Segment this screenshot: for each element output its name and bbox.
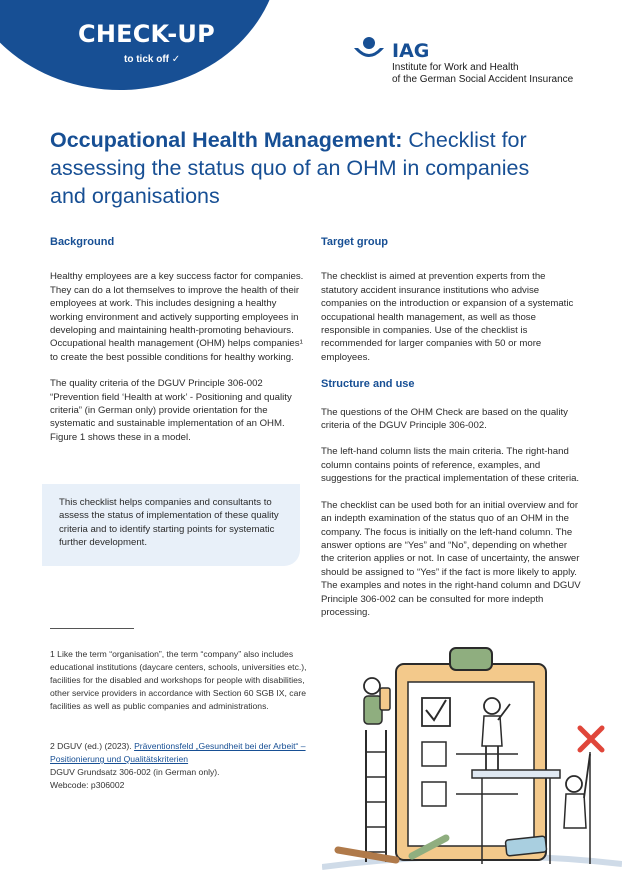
info-callout bbox=[42, 484, 300, 566]
logo-line-2: of the German Social Accident Insurance bbox=[392, 74, 574, 85]
background-paragraph-1: Healthy employees are a key success factor for companies. They can do a lot themselves to improve the health of their employees at work. This includes designing a healthy working environment and actively supporting employees in developing and maintaining health-promoting behaviours. Occupational health management (OHM) helps companies¹ to create the best possible conditions for healthy working. bbox=[50, 271, 304, 363]
target-group-paragraph: The checklist is aimed at prevention experts from the statutory accident insurance institutions who advise companies on the introduction or expansion of a systematic occupational health management, as well as those responsible in companies. Use of the checklist is recommended for larger companies with 50 or more employees. bbox=[321, 271, 574, 363]
background-paragraph-2: The quality criteria of the DGUV Principle 306-002 “Prevention field ‘Health at work’ - Positioning and quality criteria” (in German only) provide orientation for the systematic and sustainable implementation of an OHM. Figure 1 shows these in a model. bbox=[50, 378, 292, 443]
footnote-rule bbox=[50, 628, 134, 629]
page-title-rest: Checklist for assessing the status quo of an OHM in companies and organisations bbox=[50, 128, 530, 208]
page-title bbox=[50, 126, 570, 210]
clipboard-illustration bbox=[322, 642, 622, 882]
footnote-2-line-3: Webcode: p306002 bbox=[50, 780, 125, 790]
target-group-heading: Target group bbox=[321, 236, 389, 248]
structure-paragraph-2: The left-hand column lists the main criteria. The right-hand column contains points of reference, examples, and suggestions for the practical implementation of these criteria. bbox=[321, 446, 580, 485]
background-section bbox=[50, 236, 308, 457]
structure-heading: Structure and use bbox=[321, 378, 415, 391]
badge-subtitle: to tick off ✓ bbox=[124, 54, 181, 65]
page-title-bold: Occupational Health Management: bbox=[50, 128, 403, 152]
footnote-2 bbox=[50, 740, 312, 792]
structure-paragraph-3: The checklist can be used both for an initial overview and for an indepth examination of the status quo of an OHM in the company. The focus is initially on the left-hand column. The answer options are “Yes” and “No”, depending on whether the criterion applies or not. In case of uncertainty, the answer should be assigned to “Yes” if the fact is more likely to apply. The examples and notes in the right-hand column and DGUV Principle 306-002 can be consulted for more indepth processing. bbox=[321, 499, 581, 618]
cross-icon bbox=[580, 728, 602, 750]
footnote-1: 1 Like the term “organisation”, the term “company” also includes educational institutions (daycare centers, schools, universities etc.), facilities for the disabled and workshops for people with disabilities, other service providers in accordance with Section 60 SGB IX, care facilities as well as public companies and administrations. bbox=[50, 649, 307, 711]
iag-logo-icon bbox=[352, 36, 386, 66]
right-column bbox=[321, 236, 583, 632]
footnote-2-prefix: 2 DGUV (ed.) (2023). bbox=[50, 741, 135, 751]
footnote-2-link[interactable]: Präventionsfeld „Gesundheit bei der Arbeit“ – Positionierung und Qualitätskriterien bbox=[50, 741, 306, 764]
logo-name: IAG bbox=[392, 40, 430, 62]
structure-paragraph-1: The questions of the OHM Check are based on the quality criteria of the DGUV Principle 306-002. bbox=[321, 406, 568, 432]
callout-text: This checklist helps companies and consultants to assess the status of implementation of these quality criteria and to identify starting points for systematic further development. bbox=[59, 497, 279, 549]
logo-line-1: Institute for Work and Health bbox=[392, 62, 519, 73]
footnote-2-line-2: DGUV Grundsatz 306-002 (in German only). bbox=[50, 767, 220, 777]
badge-title: CHECK-UP bbox=[78, 20, 215, 48]
background-heading: Background bbox=[50, 236, 115, 248]
